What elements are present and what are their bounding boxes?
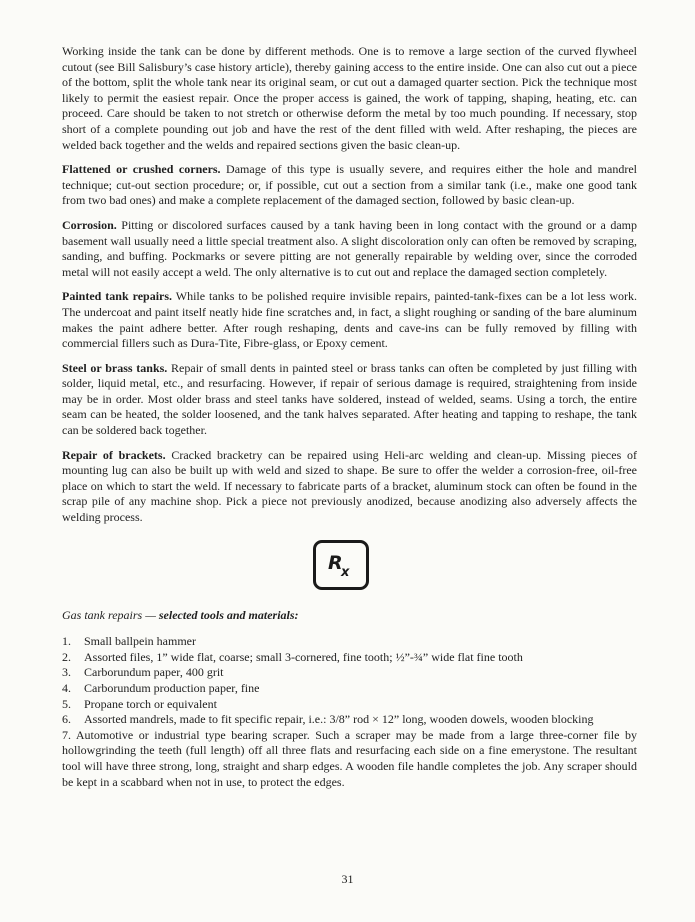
- tools-section-title: [62, 608, 637, 624]
- paragraph-brackets: [62, 448, 637, 526]
- paragraph-flattened-corners: [62, 162, 637, 209]
- paragraph-brackets-text: Cracked bracketry can be repaired using Heli-arc welding and clean-up. Missing pieces of mounting lug can also be built up with weld and sized to shape. Be sure to offer the welder a corrosion-free, oil-free place on which to start the weld. If necessary to fabricate parts of a bracket, aluminum stock can often be found in the scrap pile of any machine shop. Pick a piece not previously anodized, because anodizing also adversely affects the welding process.: [62, 447, 637, 525]
- list-item-text: Carborundum paper, 400 grit: [84, 665, 224, 680]
- tools-title-plain: Gas tank repairs —: [62, 607, 159, 622]
- list-item-text: Small ballpein hammer: [84, 634, 196, 649]
- list-item-text: Assorted files, 1” wide flat, coarse; small 3-cornered, fine tooth; ½”-¾” wide flat fine tooth: [84, 649, 523, 664]
- list-item: [62, 681, 637, 697]
- heading-steel-brass: Steel or brass tanks.: [62, 360, 168, 375]
- svg-text:x: x: [340, 564, 349, 580]
- list-item-number: 5.: [62, 696, 71, 711]
- page-number: 31: [341, 872, 354, 886]
- paragraph-intro: [62, 44, 637, 153]
- heading-brackets: Repair of brackets.: [62, 447, 166, 462]
- list-item-number: 4.: [62, 681, 71, 695]
- paragraph-steel-brass-text: Repair of small dents in painted steel or brass tanks can often be completed by just filling with solder, liquid metal, etc., and resurfacing. However, if repair of serious damage is required, straightening from inside may be in order. Most older brass and steel tanks have soldered, instead of welded, seams. Using a torch, the entire seam can be heated, the solder loosened, and the tank halves separated. After heating and tapping to reshape, the tank can be soldered back together.: [62, 360, 638, 438]
- tools-title-bold: selected tools and materials:: [158, 607, 299, 622]
- paragraph-flattened-corners-text: Damage of this type is usually severe, and requires either the hole and mandrel technique; cut-out section procedure; or, if possible, cut out a section from a similar tank (i.e., make one good tank from two bad ones) and make a complete replacement of the damaged section, followed by basic clean-up.: [62, 162, 637, 208]
- list-item: [62, 697, 637, 713]
- list-item-number: 3.: [62, 665, 71, 680]
- heading-flattened-corners: Flattened or crushed corners.: [62, 162, 221, 177]
- list-item: [62, 665, 637, 681]
- paragraph-steel-brass: [62, 361, 637, 439]
- rx-logo-svg: [316, 543, 366, 587]
- tools-item-7-paragraph: 7. Automotive or industrial type bearing scraper. Such a scraper may be made from a large three-corner file by hollowgrinding the teeth (full length) off all three flats and resurfacing each side on a fine emerystone. The resultant tool will have three strong, long, straight and sharp edges. A wooden file handle completes the job. Any scraper should be kept in a scabbard when not in use, to protect the edges.: [62, 727, 637, 789]
- list-item: [62, 634, 637, 650]
- list-item-text: Assorted mandrels, made to fit specific repair, i.e.: 3/8” rod × 12” long, wooden dowels, wooden blocking: [84, 712, 594, 727]
- prescription-rx-icon: [313, 540, 369, 590]
- paragraph-corrosion: [62, 218, 637, 280]
- list-item: [62, 712, 637, 728]
- paragraph-painted-tank: [62, 289, 637, 351]
- list-item-text: Carborundum production paper, fine: [84, 681, 260, 695]
- list-item-text: Propane torch or equivalent: [84, 696, 217, 711]
- heading-corrosion: Corrosion.: [62, 217, 117, 232]
- list-item-number: 6.: [62, 712, 71, 727]
- paragraph-corrosion-text: Pitting or discolored surfaces caused by a tank having been in long contact with the ground or a damp basement wall usually need a little special treatment also. A slight discoloration only can often be removed by scraping, sanding, and buffing. Pockmarks or severe pitting are not generally repairable by welding over, since the corroded metal will not easily accept a weld. The only alternative is to cut out and replace the damaged section completely.: [62, 217, 637, 279]
- list-item-number: 1.: [62, 634, 71, 649]
- svg-text:R: R: [327, 551, 343, 574]
- tools-list: [62, 634, 637, 728]
- list-item-number: 2.: [62, 649, 71, 664]
- heading-painted-tank: Painted tank repairs.: [62, 289, 173, 304]
- list-item: [62, 650, 637, 666]
- paragraph-intro-text: Working inside the tank can be done by different methods. One is to remove a large section of the curved flywheel cutout (see Bill Salisbury’s case history article), thereby gaining access to the entire inside. One can also cut out a piece of the bottom, split the whole tank near its original seam, or cut out a damaged quarter section. Pick the technique most likely to permit the easiest repair. Once the proper access is gained, the work of tapping, shaping, heating, etc. can proceed. Care should be taken to not stretch or otherwise deform the metal by too much pounding. If necessary, stop short of a complete pounding out job and have the rest of the dent filled with weld. After reshaping, the pieces are welded back together and the welds and repaired sections given the basic clean-up.: [62, 44, 637, 152]
- rx-logo-wrap: [62, 540, 637, 590]
- paragraph-painted-tank-text: While tanks to be polished require invisible repairs, painted-tank-fixes can be a lot less work. The undercoat and paint itself neatly hide fine scratches and, in fact, a slight roughing or sanding of the bare aluminum makes the paint adhere better. After rough reshaping, dents and cave-ins can be fully removed by filling with commercial fillers such as Dura-Tite, Fibre-glass, or Epoxy cement.: [62, 289, 637, 351]
- page-body: [62, 44, 637, 790]
